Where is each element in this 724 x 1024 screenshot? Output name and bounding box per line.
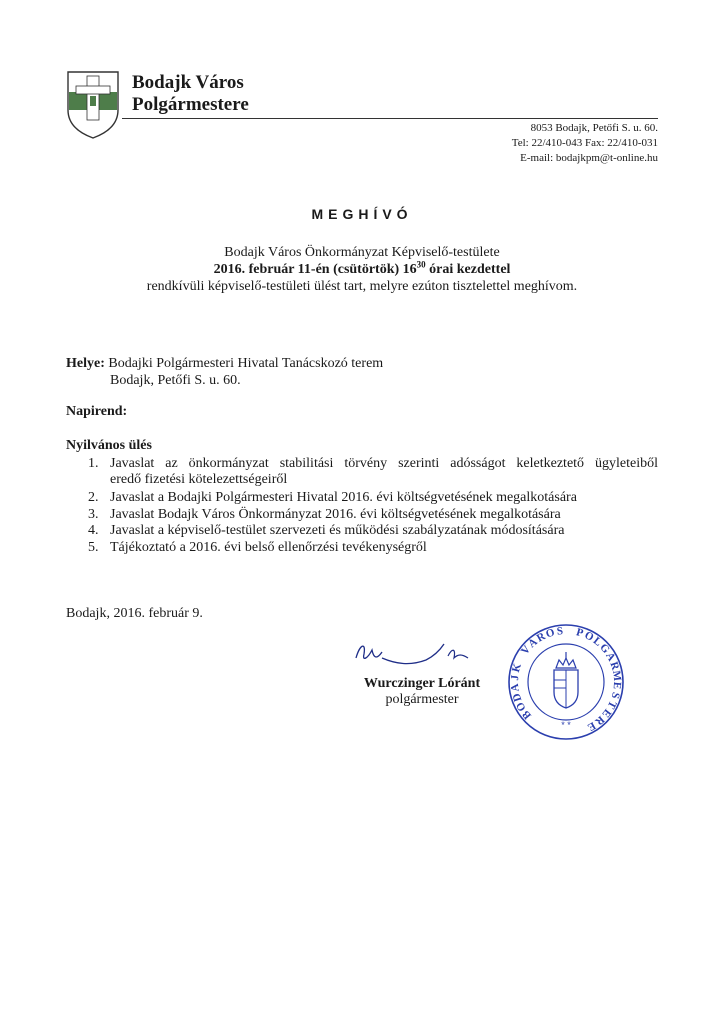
intro-line-2 [60,261,664,278]
email: E-mail: bodajkpm@t-online.hu [520,152,658,164]
document-title: MEGHÍVÓ [311,206,413,222]
seal-letter: S [556,625,564,638]
session-heading: Nyilvános ülés [66,438,152,453]
organization-name [132,72,249,116]
header-divider [122,118,658,119]
seal-letter: P [574,626,585,640]
location-venue: Bodajki Polgármesteri Hivatal Tanácskozó terem [104,356,384,371]
signer-name: Wurczinger Lóránt [363,676,481,691]
handwritten-signature [352,636,472,672]
seal-letter: Á [526,636,540,651]
agenda-item-4-text: Javaslat a képviselő-testület szervezeti és működési szabályzatának módosítására [110,523,565,538]
svg-text:* *: * * [561,720,571,730]
seal-letter: O [582,629,596,644]
seal-letter: D [510,691,525,704]
agenda-item-1-continuation: eredő fizetési kötelezettségeiről [110,472,288,487]
location-address: Bodajk, Petőfi S. u. 60. [110,373,241,388]
org-name-line1: Bodajk Város [132,72,244,93]
org-name-line2: Polgármestere [132,94,249,115]
agenda-item-3-number: 3. [88,507,99,522]
official-seal [506,622,626,742]
agenda-item-1-number: 1. [88,456,99,471]
meeting-date: 2016. február 11-én (csütörtök) 16 [213,262,417,277]
seal-letter: A [508,683,522,693]
location-line-1 [66,356,383,372]
contact-block [512,121,658,166]
seal-letter: E [610,681,624,690]
meeting-time-tail: órai kezdettel [425,262,511,277]
seal-letter: L [590,634,604,649]
intro-line-3: rendkívüli képviselő-testületi ülést tart, melyre ezúton tisztelettel meghívom. [146,279,578,294]
agenda-item-2-text: Javaslat a Bodajki Polgármesteri Hivatal 2016. évi költségvetésének megalkotására [110,490,577,505]
agenda-item-2-number: 2. [88,490,99,505]
signer-role: polgármester [385,692,459,707]
seal-letter: K [510,662,524,674]
agenda-item-5-number: 5. [88,540,99,555]
seal-letter: S [608,690,622,700]
intro-line-1: Bodajk Város Önkormányzat Képviselő-testülete [224,245,500,260]
coat-of-arms-icon [66,70,120,140]
location-label: Helye: [66,356,105,371]
seal-letter: V [518,643,534,658]
agenda-item-1-text: Javaslat az önkormányzat stabilitási törvény szerinti adósságot keletkeztető ügyleteiből [110,456,658,471]
phone-fax: Tel: 22/410-043 Fax: 22/410-031 [511,137,658,149]
seal-letter: E [585,719,598,734]
address: 8053 Bodajk, Petőfi S. u. 60. [530,122,658,134]
seal-letter: R [534,630,548,645]
seal-letter: E [599,706,614,720]
date-place: Bodajk, 2016. február 9. [66,606,203,621]
seal-letter: R [592,713,607,728]
seal-letter: R [607,660,622,672]
meeting-minute-sup: 30 [416,259,426,270]
seal-letter: O [544,626,557,641]
seal-letter: O [513,699,529,714]
agenda-item-3-text: Javaslat Bodajk Város Önkormányzat 2016. évi költségvetésének megalkotására [110,507,561,522]
seal-letter: J [508,674,522,681]
seal-letter: M [610,669,624,682]
agenda-heading: Napirend: [66,404,128,419]
seal-letter: G [597,641,612,656]
agenda-item-4-number: 4. [88,523,99,538]
seal-letter: B [519,708,534,722]
seal-letter: T [604,698,619,711]
seal-letter: Á [603,650,618,664]
agenda-item-5-text: Tájékoztató a 2016. évi belső ellenőrzési tevékenységről [110,540,427,555]
seal-text-ring [506,622,626,742]
